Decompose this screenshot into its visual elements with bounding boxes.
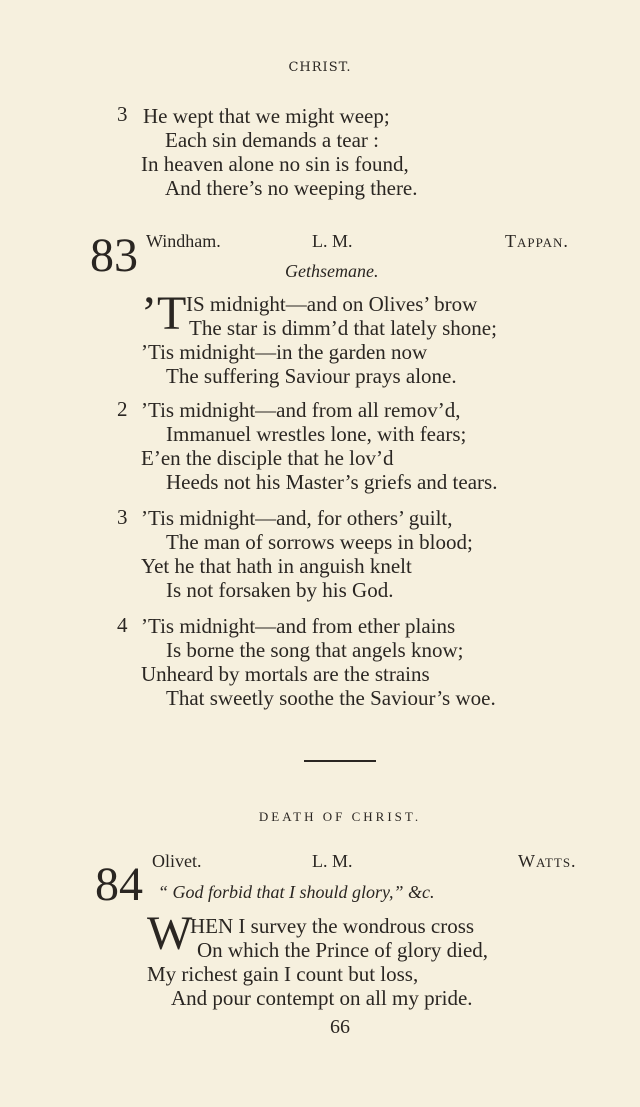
composer: Tappan. — [505, 231, 569, 251]
verse-line: That sweetly soothe the Saviour’s woe. — [166, 686, 496, 710]
hymn-number: 83 — [90, 229, 138, 282]
verse-number: 3 — [117, 505, 128, 529]
verse-line: HEN I survey the wondrous cross — [190, 914, 475, 938]
running-head: CHRIST. — [288, 60, 352, 75]
verse-line: Is not forsaken by his God. — [166, 578, 394, 602]
verse-line: My richest gain I count but loss, — [147, 962, 419, 986]
meter: L. M. — [312, 851, 353, 871]
verse-number: 2 — [117, 397, 128, 421]
verse-line: ’Tis midnight—and from ether plains — [141, 614, 456, 638]
section-divider — [304, 760, 376, 762]
hymn-number: 84 — [95, 858, 143, 911]
verse-line: The suffering Saviour prays alone. — [166, 364, 457, 388]
verse-line: ’Tis midnight—in the garden now — [141, 340, 428, 364]
verse-line: Immanuel wrestles lone, with fears; — [166, 422, 467, 446]
verse-line: ’Tis midnight—and from all remov’d, — [141, 398, 461, 422]
verse-line: Heeds not his Master’s griefs and tears. — [166, 470, 498, 494]
verse-line: E’en the disciple that he lov’d — [141, 446, 394, 470]
verse-line: Yet he that hath in anguish knelt — [141, 554, 412, 578]
drop-cap: W — [147, 907, 193, 960]
verse-line: Unheard by mortals are the strains — [141, 662, 430, 686]
verse-line: In heaven alone no sin is found, — [141, 152, 409, 176]
hymn-title: “ God forbid that I should glory,” &c. — [158, 882, 435, 902]
verse-line: ’Tis midnight—and, for others’ guilt, — [141, 506, 453, 530]
drop-cap: ’T — [141, 287, 187, 340]
hymn-title: Gethsemane. — [285, 261, 379, 281]
verse-line: The man of sorrows weeps in blood; — [166, 530, 473, 554]
verse-line: Is borne the song that angels know; — [166, 638, 464, 662]
verse-line: And there’s no weeping there. — [165, 176, 418, 200]
page-number: 66 — [330, 1016, 350, 1038]
verse-line: He wept that we might weep; — [143, 104, 390, 128]
verse-number: 3 — [117, 102, 128, 126]
tune-name: Windham. — [146, 231, 221, 251]
tune-name: Olivet. — [152, 851, 202, 871]
verse-line: On which the Prince of glory died, — [197, 938, 489, 962]
verse-line: Each sin demands a tear : — [165, 128, 379, 152]
verse-line: The star is dimm’d that lately shone; — [189, 316, 497, 340]
verse-line: IS midnight—and on Olives’ brow — [186, 292, 478, 316]
verse-number: 4 — [117, 613, 128, 637]
meter: L. M. — [312, 231, 353, 251]
verse-line: And pour contempt on all my pride. — [171, 986, 473, 1010]
section-heading: DEATH OF CHRIST. — [258, 809, 422, 824]
composer: Watts. — [518, 851, 577, 871]
